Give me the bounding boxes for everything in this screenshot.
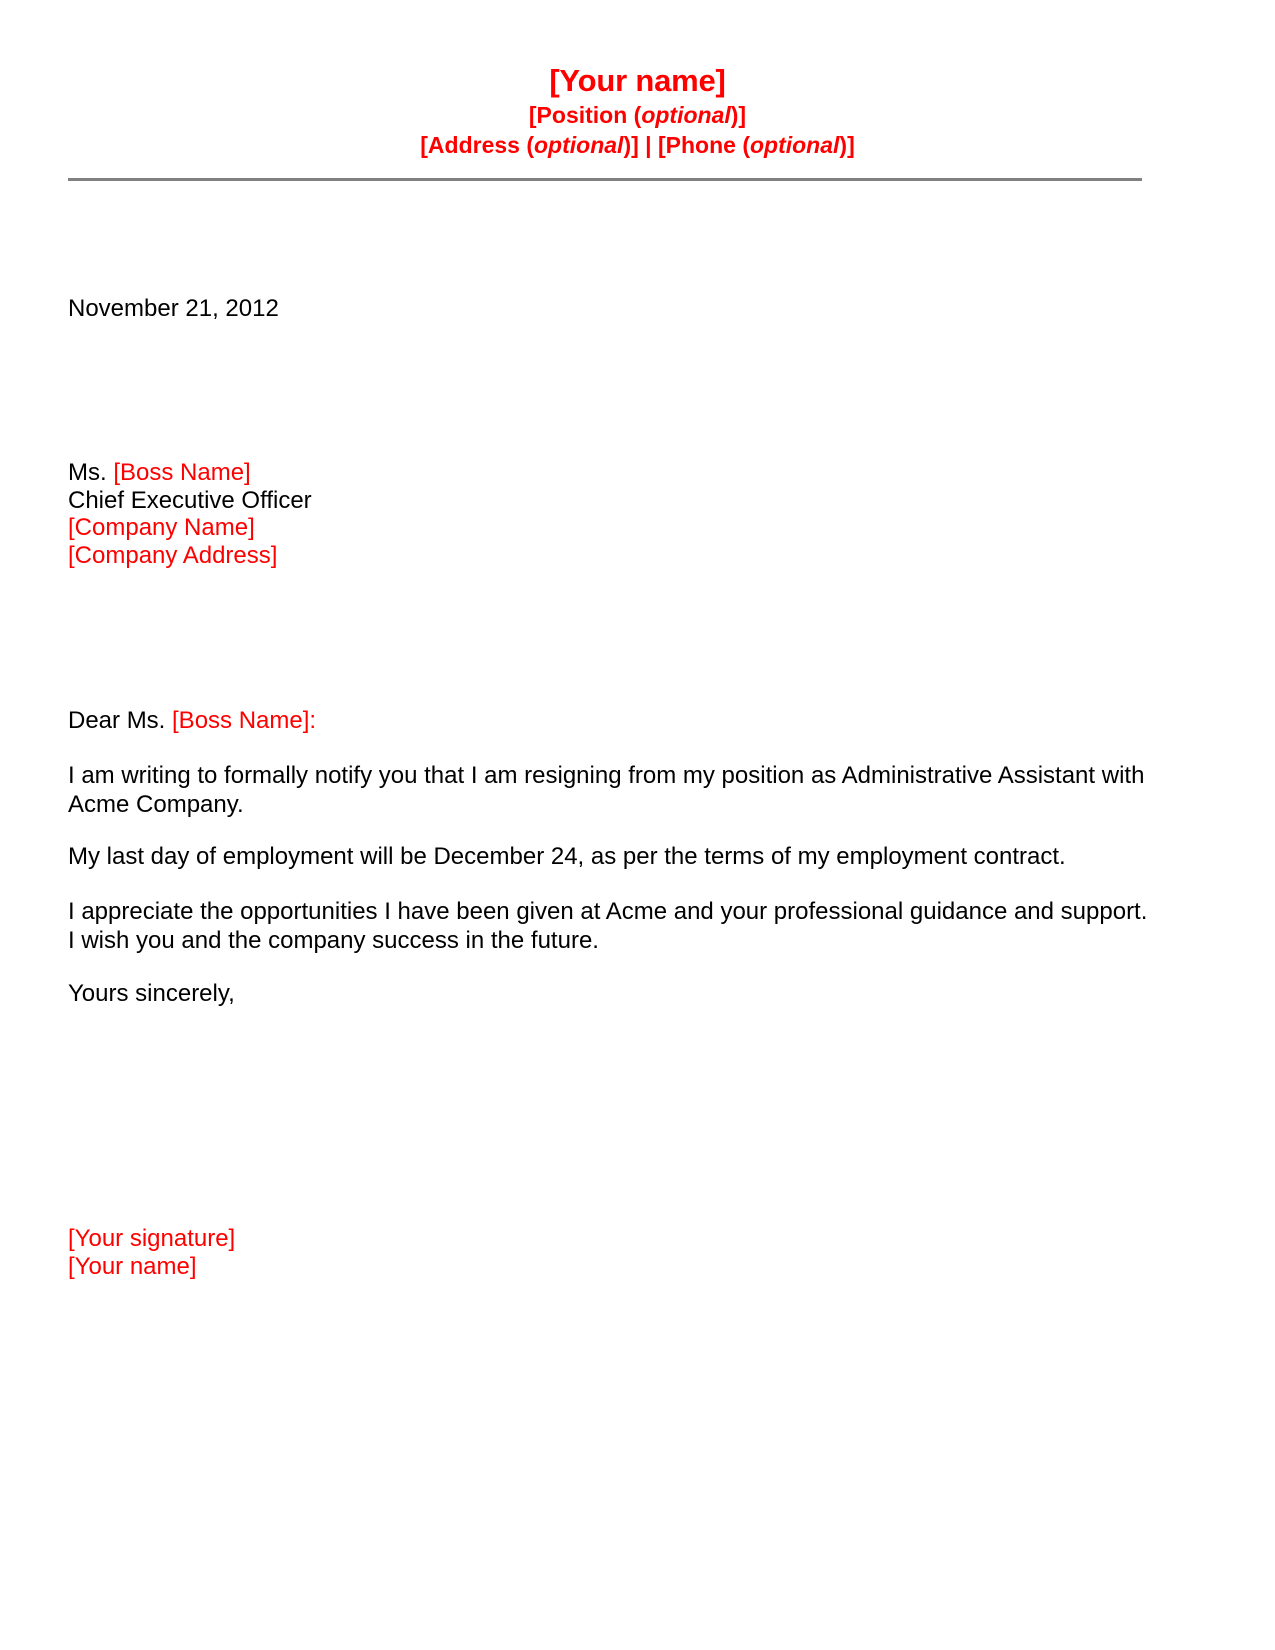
letterhead-position	[0, 100, 1275, 130]
letterhead-divider	[68, 178, 1142, 181]
letterhead-separator: |	[638, 132, 658, 158]
letterhead-address-optional: optional	[534, 132, 624, 158]
body-paragraph-2: My last day of employment will be December 24, as per the terms of my employment contract.	[68, 843, 1066, 870]
letterhead-phone-suffix: )]	[839, 132, 855, 158]
signature-name-placeholder: [Your name]	[68, 1252, 197, 1280]
letterhead-position-prefix: [Position (	[528, 102, 642, 128]
letterhead-position-suffix: )]	[730, 102, 747, 128]
body-paragraph-3: I appreciate the opportunities I have been given at Acme and your professional guidance and support. I wish you and the company success in the future.	[68, 898, 1148, 954]
recipient-company-name: [Company Name]	[68, 514, 255, 541]
recipient-name-line	[68, 459, 312, 487]
letterhead-name: [Your name]	[549, 63, 726, 98]
body-paragraph-1: I am writing to formally notify you that I am resigning from my position as Administrative Assistant with Acme Company.	[68, 762, 1145, 818]
salutation-prefix: Dear Ms.	[68, 707, 173, 734]
salutation-boss-name: [Boss Name]:	[172, 707, 317, 734]
letterhead-phone-optional: optional	[749, 132, 840, 158]
letterhead-position-optional: optional	[641, 102, 731, 128]
letterhead-phone-prefix: [Phone (	[657, 132, 750, 158]
salutation	[68, 706, 316, 736]
letterhead	[0, 0, 1275, 160]
closing-line: Yours sincerely,	[68, 980, 235, 1007]
recipient-boss-name: [Boss Name]	[113, 459, 251, 486]
letterhead-address-prefix: [Address (	[420, 132, 534, 158]
letterhead-contact	[0, 130, 1275, 160]
recipient-title: Chief Executive Officer	[68, 486, 312, 514]
letterhead-address-suffix: )]	[623, 132, 639, 158]
recipient-honorific: Ms.	[68, 459, 114, 486]
signature-block	[68, 1225, 235, 1280]
letter-date: November 21, 2012	[68, 295, 279, 322]
recipient-address-block	[68, 459, 312, 569]
recipient-company-address: [Company Address]	[68, 541, 278, 569]
signature-placeholder: [Your signature]	[68, 1225, 236, 1252]
